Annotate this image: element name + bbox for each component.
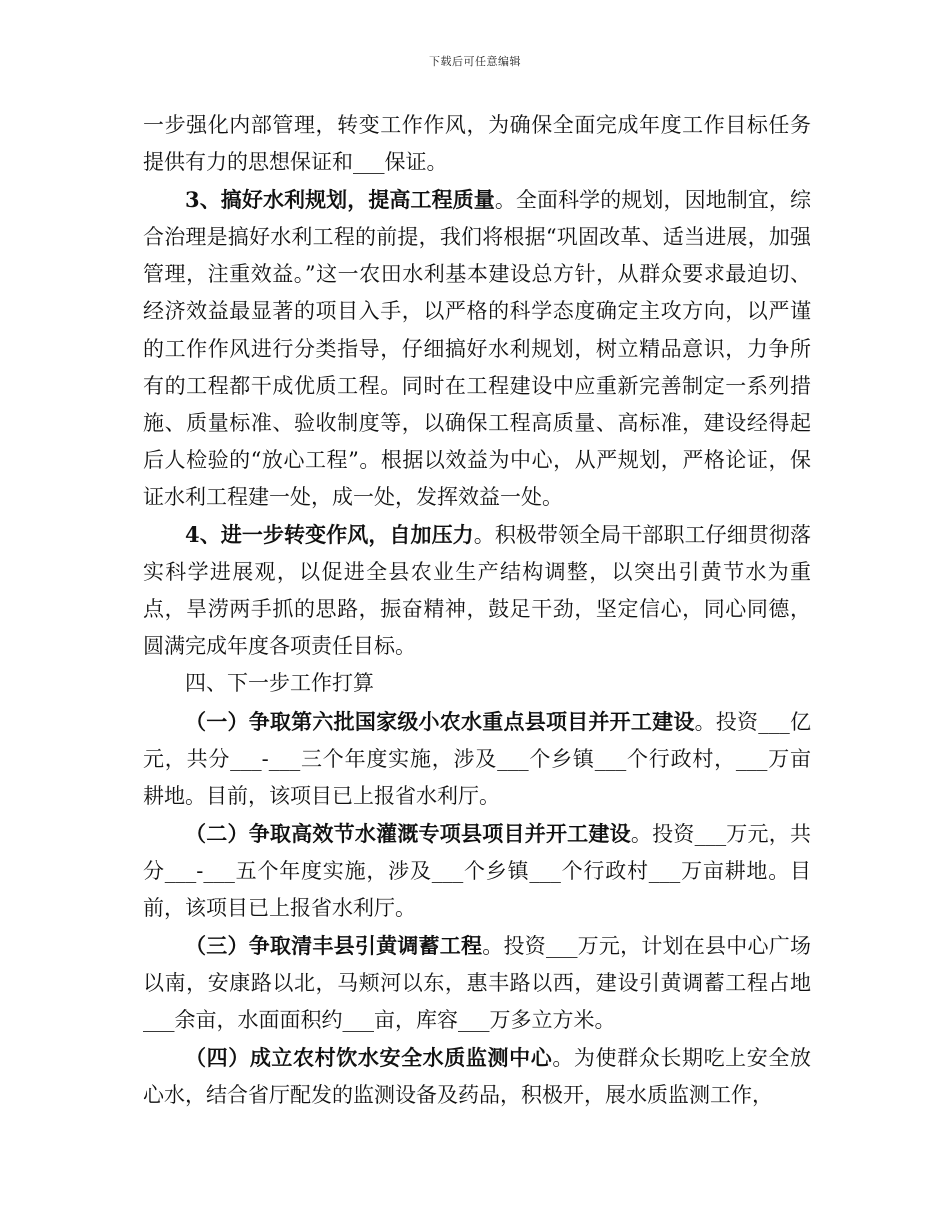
section-heading-text: 四、下一步工作打算 xyxy=(185,671,374,696)
document-body xyxy=(143,107,811,1115)
paragraph-text: 。为使群众长期吃上安全放心水，结合省厅配发的监测设备及药品，积极开，展水质监测工作， xyxy=(143,1046,812,1108)
section-heading-next-steps xyxy=(143,665,811,702)
paragraph-planning xyxy=(143,181,811,516)
paragraph-item-1 xyxy=(143,703,811,815)
paragraph-text: 。积极带领全局干部职工仔细贯彻落实科学进展观，以促进全县农业生产结构调整，以突出引黄节水为重点，旱涝两手抓的思路，振奋精神，鼓足干劲，坚定信心，同心同德，圆满完成年度各项责任目标。 xyxy=(143,523,811,659)
paragraph-item-3 xyxy=(143,927,811,1039)
paragraph-text: 一步强化内部管理，转变工作作风，为确保全面完成年度工作目标任务提供有力的思想保证和___保证。 xyxy=(143,113,811,175)
paragraph-heading: （二）争取高效节水灌溉专项县项目并开工建设 xyxy=(185,820,631,846)
page-header: 下载后可任意编辑 xyxy=(429,55,521,68)
paragraph-heading: （一）争取第六批国家级小农水重点县项目并开工建设 xyxy=(185,708,695,734)
paragraph-item-4 xyxy=(143,1039,811,1114)
paragraph-text: 。投资___亿元，共分___-___三个年度实施，涉及___个乡镇___个行政村，___万亩耕地。目前，该项目已上报省水利厅。 xyxy=(143,709,812,808)
paragraph-heading: 4、进一步转变作风，自加压力 xyxy=(185,522,474,548)
paragraph-item-2 xyxy=(143,815,811,927)
paragraph-text: 。投资___万元，共分___-___五个年度实施，涉及___个乡镇___个行政村___万亩耕地。目前，该项目已上报省水利厅。 xyxy=(143,821,811,920)
paragraph-text: 。投资___万元，计划在县中心广场以南，安康路以北，马颊河以东，惠丰路以西，建设引黄调蓄工程占地___余亩，水面面积约___亩，库容___万多立方米。 xyxy=(143,934,811,1033)
paragraph-continuation xyxy=(143,107,811,181)
paragraph-heading: （三）争取清丰县引黄调蓄工程 xyxy=(185,933,483,959)
paragraph-work-style xyxy=(143,516,811,665)
paragraph-heading: （四）成立农村饮水安全水质监测中心 xyxy=(185,1045,553,1071)
paragraph-heading: 3、搞好水利规划，提高工程质量 xyxy=(185,187,495,213)
paragraph-text: 。全面科学的规划，因地制宜，综合治理是搞好水利工程的前提，我们将根据“巩固改革、适当进展，加强管理，注重效益。”这一农田水利基本建设总方针，从群众要求最迫切、经济效益最显著的项目入手，以严格的科学态度确定主攻方向，以严谨的工作作风进行分类指导，仔细搞好水利规划，树立精品意识，力争所有的工程都干成优质工程。同时在工程建设中应重新完善制定一系列措施、质量标准、验收制度等，以确保工程高质量、高标准，建设经得起后人检验的“放心工程”。根据以效益为中心，从严规划，严格论证，保证水利工程建一处，成一处，发挥效益一处。 xyxy=(143,188,811,509)
